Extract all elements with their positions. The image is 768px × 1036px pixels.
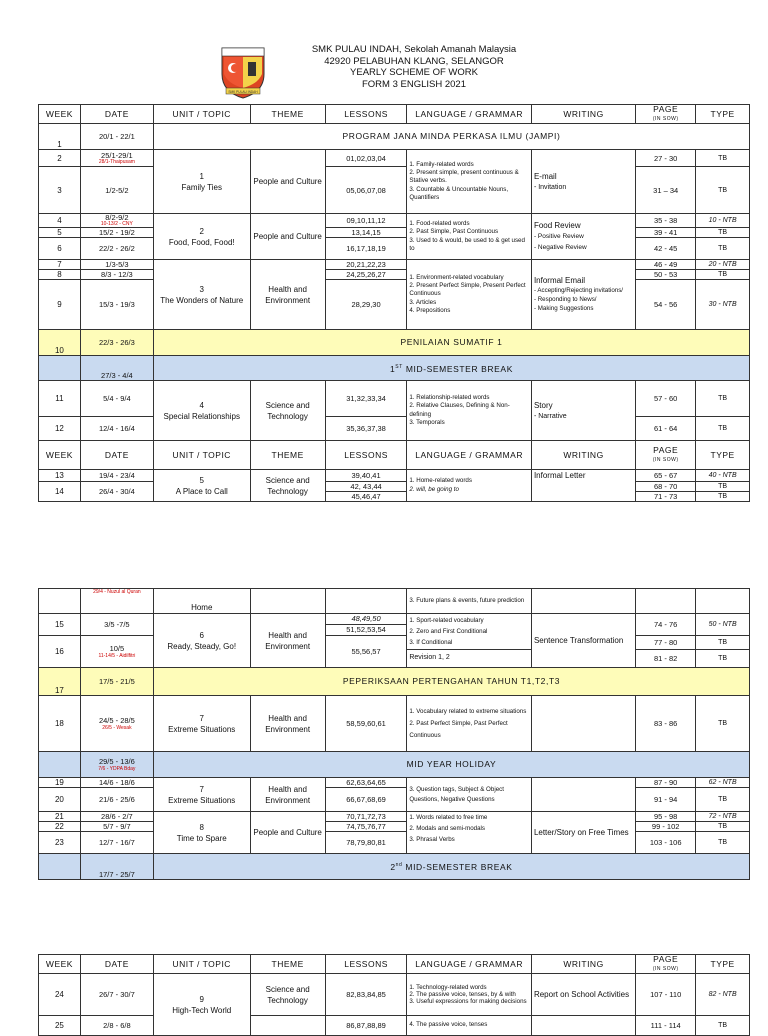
table-row: 17/7 - 25/7 2nd MID-SEMESTER BREAK	[39, 854, 750, 880]
table-row: 29/5 - 13/6 7/6 - YDPA Bday MID YEAR HOLIDAY	[39, 752, 750, 778]
exam-banner: PEPERIKSAAN PERTENGAHAN TAHUN T1,T2,T3	[153, 668, 749, 696]
table-row: 20 21/6 - 25/6 66,67,68,69 91 - 94 TB	[39, 788, 750, 812]
header-row: WEEK DATE UNIT / TOPIC THEME LESSONS LANGUAGE / GRAMMAR WRITING PAGE (IN SOW) TYPE	[39, 441, 750, 470]
school-address: 42920 PELABUHAN KLANG, SELANGOR	[324, 55, 504, 67]
col-language: LANGUAGE / GRAMMAR	[407, 105, 532, 124]
holiday-banner: MID YEAR HOLIDAY	[153, 752, 749, 778]
table-row: 9 15/3 - 19/3 28,29,30 54 - 56 30 - NTB	[39, 280, 750, 330]
table-row: 7 1/3-5/3 3 The Wonders of Nature Health and Environment 20,21,22,23 1. Environment-related vocabulary 2. Present Perfect Simple, Present Perfect Continuous 3. Articles 4. Prepositions Informal Email - Accepting/Rejecting invitations/ - Responding to News/ - Making Suggestions 46 - 49 20 - NTB	[39, 260, 750, 270]
table-row: 15 3/5 -7/5 6 Ready, Steady, Go! Health and Environment 48,49,50 51,52,53,54 1. Sport-related vocabulary 2. Zero and First Conditional 3. If Conditional Sentence Transformation 74 - 76 50 - NTB	[39, 614, 750, 636]
table-row: 27/3 - 4/4 1ST MID-SEMESTER BREAK	[39, 356, 750, 381]
table-row: 5 15/2 - 19/2 13,14,15 39 - 41 TB	[39, 228, 750, 238]
document-subtitle: FORM 3 ENGLISH 2021	[361, 78, 466, 90]
table-row: 10 22/3 - 26/3 PENILAIAN SUMATIF 1	[39, 330, 750, 356]
scheme-table-2	[38, 588, 750, 880]
header-row: WEEK DATE UNIT / TOPIC THEME LESSONS LANGUAGE / GRAMMAR WRITING PAGE (IN SOW) TYPE	[39, 955, 750, 974]
program-banner: PROGRAM JANA MINDA PERKASA ILMU (JAMPI)	[153, 124, 749, 150]
table-row: 14 26/4 - 30/4 42, 43,44 45,46,47 68 - 70 71 - 73 TB TB	[39, 482, 750, 502]
header-row	[39, 105, 750, 124]
break-banner: 2nd MID-SEMESTER BREAK	[153, 854, 749, 880]
assessment-banner: PENILAIAN SUMATIF 1	[153, 330, 749, 356]
document-header	[218, 44, 548, 100]
col-date: DATE	[80, 105, 153, 124]
col-theme: THEME	[250, 105, 325, 124]
school-heading	[274, 44, 554, 90]
table-row: 2 25/1-29/1 28/1-Thaipusam 1 Family Ties People and Culture 01,02,03,04 1. Family-related words 2. Present simple, present continuous & Stative verbs. 3. Countable & Uncountable Nouns, Quantifiers E-mail - Invitation 27 - 30 TB	[39, 150, 750, 167]
table-row: 18 24/5 - 28/5 26/5 - Wesak 7 Extreme Situations Health and Environment 58,59,60,61 1. Vocabulary related to extreme situations 2. Past Perfect Simple, Past Perfect Continuous 83 - 86 TB	[39, 696, 750, 752]
col-page: PAGE (IN SOW)	[636, 105, 696, 124]
document-title: YEARLY SCHEME OF WORK	[350, 67, 478, 78]
col-lessons: LESSONS	[325, 105, 407, 124]
table-row: 3 1/2-5/2 05,06,07,08 31 – 34 TB	[39, 167, 750, 214]
table-row: 11 5/4 - 9/4 4 Special Relationships Science and Technology 31,32,33,34 1. Relationship-related words 2. Relative Clauses, Defining & Non-defining 3. Temporals Story - Narrative 57 - 60 TB	[39, 381, 750, 417]
col-unit: UNIT / TOPIC	[153, 105, 250, 124]
table-row: 19 14/6 - 18/6 7 Extreme Situations Health and Environment 62,63,64,65 3. Question tags, Subject & Object Questions, Negative Questions 87 - 90 62 - NTB	[39, 778, 750, 788]
col-week: WEEK	[39, 105, 81, 124]
table-row: 17 17/5 - 21/5 PEPERIKSAAN PERTENGAHAN TAHUN T1,T2,T3	[39, 668, 750, 696]
table-row: 8 8/3 - 12/3 24,25,26,27 50 - 53 TB	[39, 270, 750, 280]
table-row: 29/4 - Nuzul al Quran Home 3. Future plans & events, future prediction	[39, 589, 750, 614]
table-row: 6 22/2 - 26/2 16,17,18,19 42 - 45 TB	[39, 238, 750, 260]
table-row: 22 5/7 - 9/7 74,75,76,77 99 - 102 TB	[39, 822, 750, 832]
svg-text:SMK PULAU INDAH: SMK PULAU INDAH	[228, 90, 258, 94]
table-row: 13 19/4 - 23/4 5 A Place to Call Science and Technology 39,40,41 1. Home-related words 2. will, be going to Informal Letter 65 - 67 40 - NTB	[39, 470, 750, 482]
table-row: 21 28/6 - 2/7 8 Time to Spare People and Culture 70,71,72,73 1. Words related to free time 2. Modals and semi-modals 3. Phrasal Verbs Letter/Story on Free Times 95 - 98 72 - NTB	[39, 812, 750, 822]
table-row: 16 10/5 11-14/5 - Aidilfitri 55,56,57 77 - 80 TB	[39, 636, 750, 650]
table-row: 24 26/7 - 30/7 9 High-Tech World Science and Technology 82,83,84,85 1. Technology-related words 2. The passive voice, tenses, by & with 3. Useful expressions for making decisions Report on School Activities 107 - 110 82 - NTB	[39, 974, 750, 1016]
scheme-table-1	[38, 104, 750, 502]
break-banner: 1ST MID-SEMESTER BREAK	[153, 356, 749, 381]
table-row: 23 12/7 - 16/7 78,79,80,81 103 - 106 TB	[39, 832, 750, 854]
table-row: 12 12/4 - 16/4 35,36,37,38 61 - 64 TB	[39, 417, 750, 441]
school-name: SMK PULAU INDAH, Sekolah Amanah Malaysia	[311, 44, 517, 55]
col-writing: WRITING	[531, 105, 635, 124]
school-crest-icon	[218, 44, 268, 100]
table-row: 4 8/2-9/2 10-13/2 - CNY 2 Food, Food, Food! People and Culture 09,10,11,12 1. Food-related words 2. Past Simple, Past Continuous 3. Used to & would, be used to & get used to Food Review - Positive Review - Negative Review 35 - 38 10 - NTB	[39, 214, 750, 228]
table-row: 25 2/8 - 6/8 86,87,88,89 4. The passive voice, tenses 111 - 114 TB	[39, 1016, 750, 1036]
table-row: 1 20/1 - 22/1 PROGRAM JANA MINDA PERKASA ILMU (JAMPI)	[39, 124, 750, 150]
table-row: Revision 1, 2 81 - 82 TB	[39, 650, 750, 668]
col-type: TYPE	[696, 105, 750, 124]
